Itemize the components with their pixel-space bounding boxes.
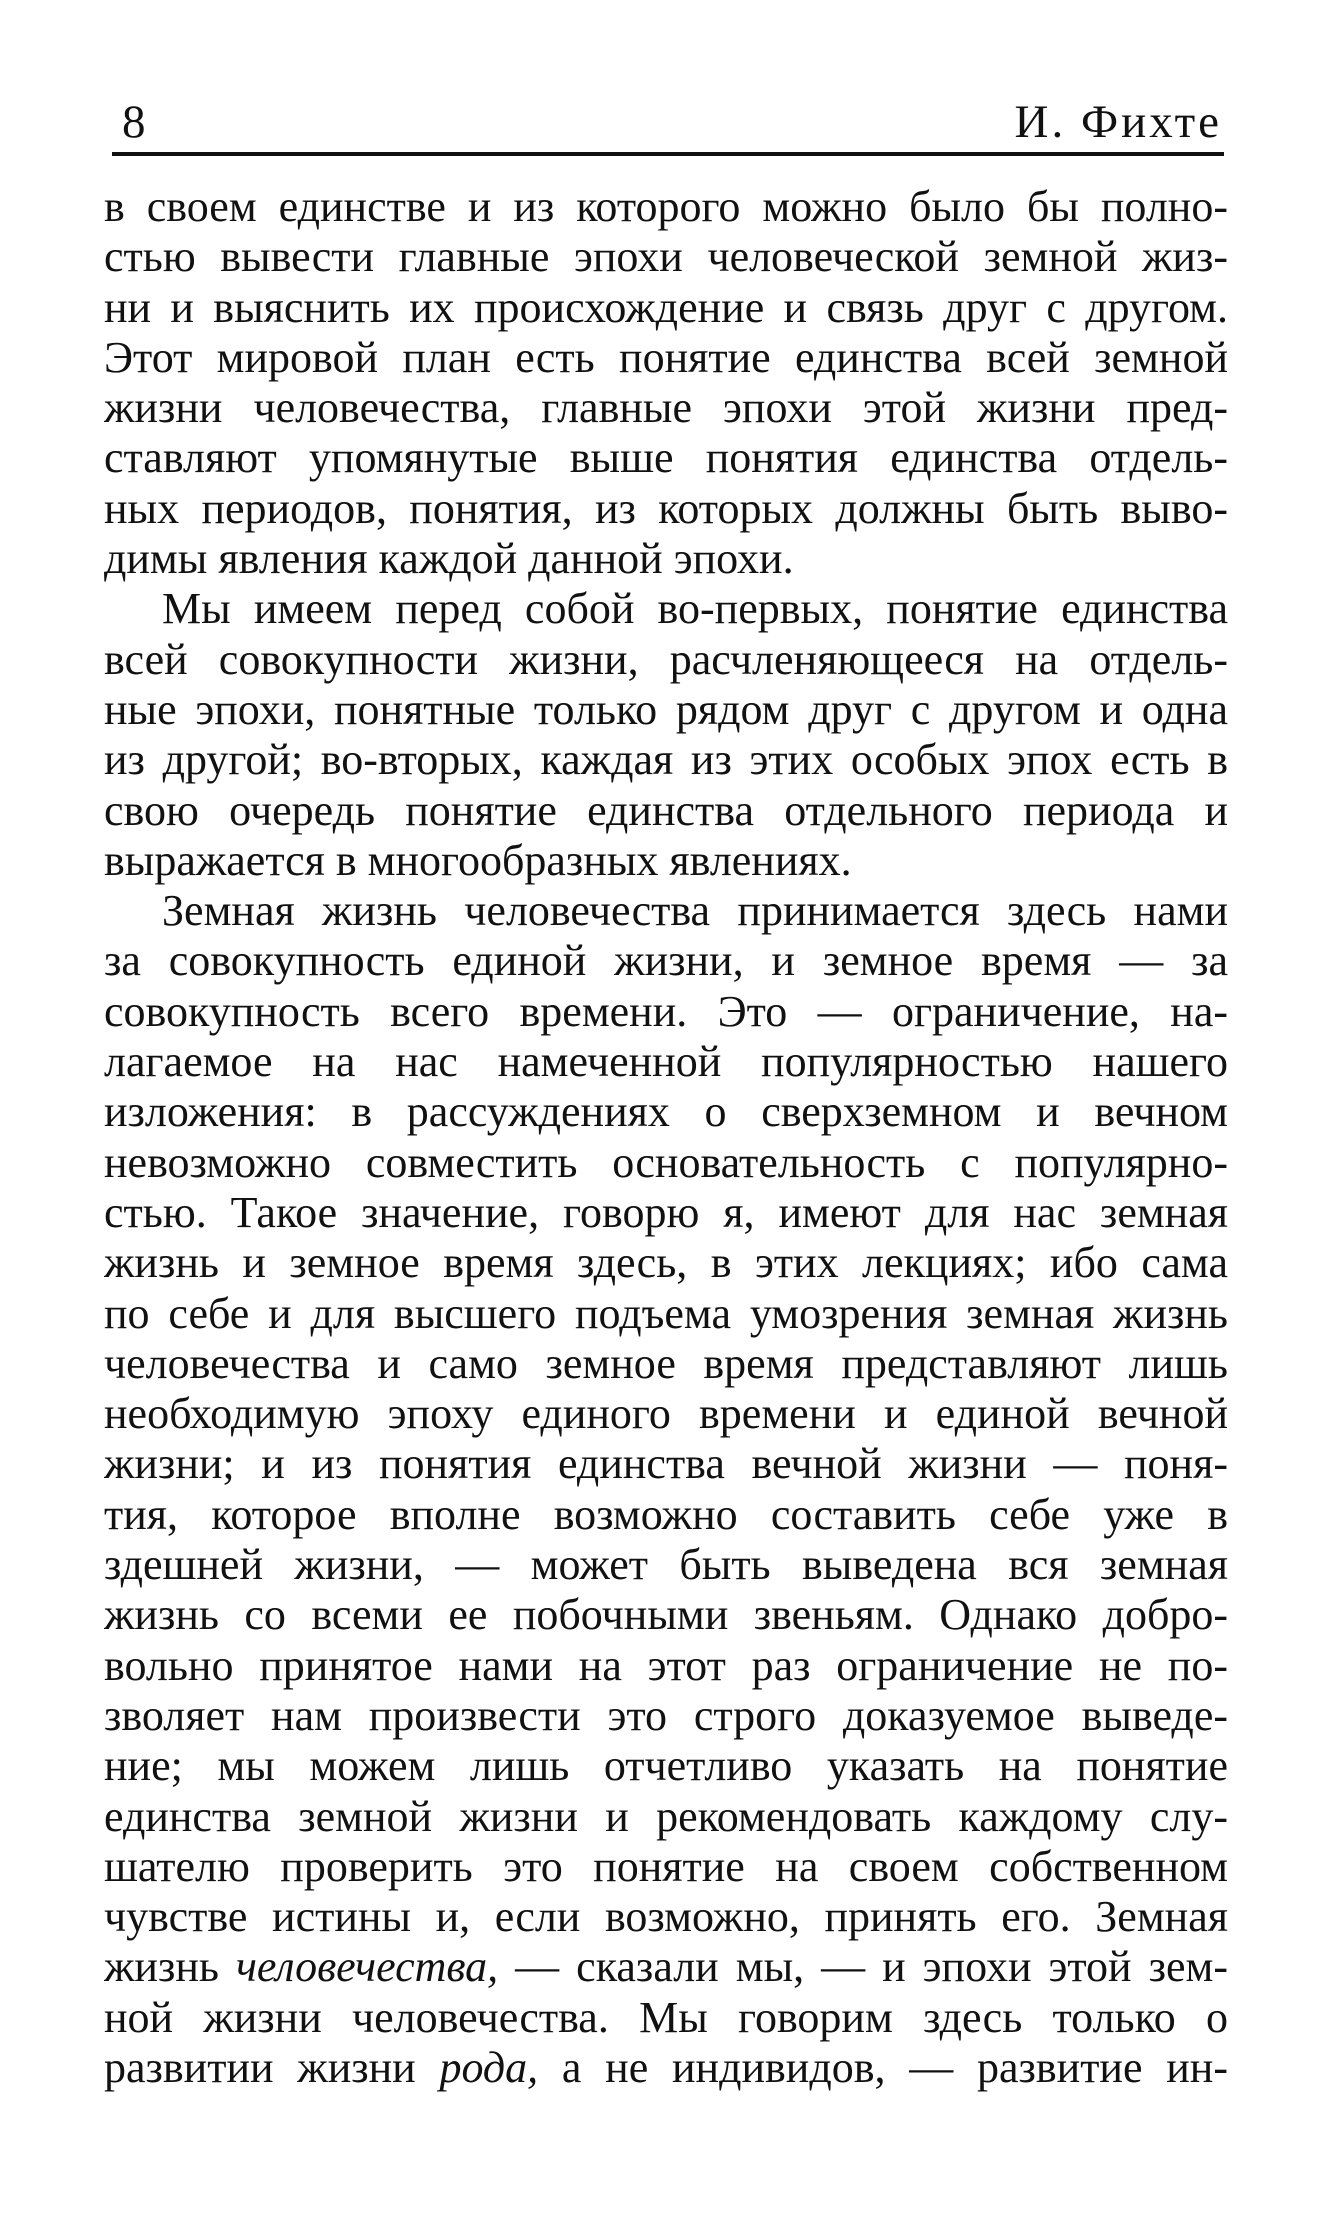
running-title: И. Фихте [1014, 96, 1222, 148]
text-line-3: ни и выяснить их происхождение и связь друг с другом. [104, 282, 1228, 332]
text-line-12: из другой; во-вторых, каждая из этих особых эпох есть в [104, 735, 1228, 785]
body-text [104, 182, 1228, 2093]
text-line-2: стью вывести главные эпохи человеческой земной жиз- [104, 232, 1228, 282]
page-number: 8 [122, 96, 146, 148]
italic-word: человечества, [235, 1942, 499, 1992]
text-line-10: всей совокупности жизни, расчленяющееся на отдель- [104, 634, 1228, 684]
text-line-30: вольно принятое нами на этот раз ограничение не по- [104, 1640, 1228, 1690]
text-line-4: Этот мировой план есть понятие единства всей земной [104, 332, 1228, 382]
text-line-38 [104, 2043, 1228, 2093]
text-line-5: жизни человечества, главные эпохи этой жизни пред- [104, 383, 1228, 433]
text-line-37: ной жизни человечества. Мы говорим здесь только о [104, 1992, 1228, 2042]
text-line-28: здешней жизни, — может быть выведена вся земная [104, 1540, 1228, 1590]
text-fragment: жизнь [104, 1942, 236, 1992]
text-line-21: стью. Такое значение, говорю я, имеют для нас земная [104, 1187, 1228, 1237]
text-line-26: жизни; и из понятия единства вечной жизни — поня- [104, 1439, 1228, 1489]
text-line-1: в своем единстве и из которого можно было бы полно- [104, 182, 1228, 231]
text-line-15: Земная жизнь человечества принимается здесь нами [162, 886, 1228, 936]
text-line-7: ных периодов, понятия, из которых должны быть выво- [104, 483, 1228, 533]
text-fragment: а не индивидов, — развитие ин- [538, 2042, 1228, 2092]
text-lines [104, 182, 1228, 1942]
text-line-36 [104, 1942, 1228, 1992]
running-head [108, 92, 1224, 152]
text-line-11: ные эпохи, понятные только рядом друг с другом и одна [104, 684, 1228, 734]
text-line-35: чувстве истины и, если возможно, принять его. Земная [104, 1892, 1228, 1942]
text-line-33: единства земной жизни и рекомендовать каждому слу- [104, 1791, 1228, 1841]
text-fragment: развитии жизни [104, 2042, 440, 2092]
text-line-34: шателю проверить это понятие на своем собственном [104, 1841, 1228, 1891]
text-line-24: человечества и само земное время представляют лишь [104, 1338, 1228, 1388]
text-line-22: жизнь и земное время здесь, в этих лекциях; ибо сама [104, 1238, 1228, 1288]
text-line-20: невозможно совместить основательность с популярно- [104, 1137, 1228, 1187]
text-line-13: свою очередь понятие единства отдельного периода и [104, 785, 1228, 835]
text-line-19: изложения: в рассуждениях о сверхземном и вечном [104, 1087, 1228, 1137]
text-line-16: за совокупность единой жизни, и земное время — за [104, 936, 1228, 986]
text-line-27: тия, которое вполне возможно составить себе уже в [104, 1489, 1228, 1539]
text-fragment: — сказали мы, — и эпохи этой зем- [498, 1942, 1228, 1992]
text-line-9: Мы имеем перед собой во-первых, понятие единства [162, 584, 1228, 634]
text-line-25: необходимую эпоху единого времени и единой вечной [104, 1389, 1228, 1439]
text-line-17: совокупность всего времени. Это — ограничение, на- [104, 986, 1228, 1036]
text-line-23: по себе и для высшего подъема умозрения земная жизнь [104, 1288, 1228, 1338]
text-line-29: жизнь со всеми ее побочными звеньям. Однако добро- [104, 1590, 1228, 1640]
text-line-18: лагаемое на нас намеченной популярностью нашего [104, 1037, 1228, 1087]
text-line-6: ставляют упомянутые выше понятия единства отдель- [104, 433, 1228, 483]
text-line-8: димы явления каждой данной эпохи. [104, 534, 794, 584]
text-line-32: ние; мы можем лишь отчетливо указать на понятие [104, 1741, 1228, 1791]
header-rule [112, 152, 1224, 156]
text-line-14: выражается в многообразных явлениях. [104, 835, 852, 885]
italic-word: рода, [439, 2042, 539, 2092]
text-line-31: зволяет нам произвести это строго доказуемое выведе- [104, 1690, 1228, 1740]
